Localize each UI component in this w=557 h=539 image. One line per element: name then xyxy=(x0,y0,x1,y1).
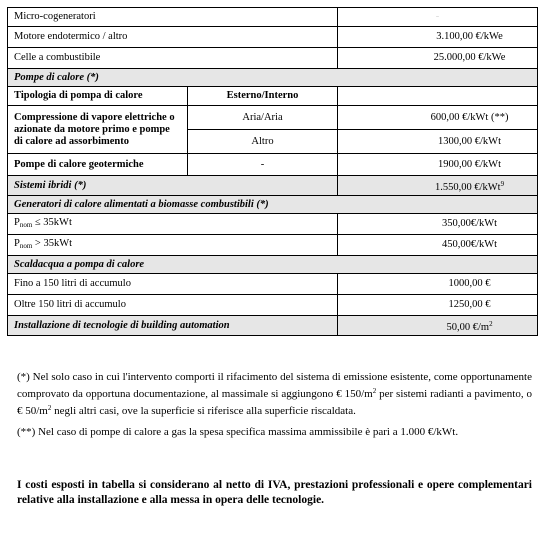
pnom-gt-label xyxy=(8,235,338,256)
scaldacqua-section-header: Scaldacqua a pompa di calore xyxy=(8,256,538,274)
footnote-1-part-a: (*) Nel solo caso in cui l'intervento comporti il rifacimento del sistema di emissione esistente, come opportunamente comprovato da opportuna documentazione, al massimale si aggiungono € 150/m xyxy=(17,371,532,400)
pnom-le-value: 350,00€/kWt xyxy=(338,214,538,235)
footnote-1-part-b: per sistemi radianti a pavimento, o € 50/m xyxy=(17,388,532,417)
geotermiche-label: Pompe di calore geotermiche xyxy=(8,154,188,176)
pnom-subscript: nom xyxy=(19,242,33,250)
tipologia-label: Tipologia di pompa di calore xyxy=(8,87,188,106)
altro-value: 1300,00 €/kWt xyxy=(338,130,538,154)
oltre150-value: 1250,00 € xyxy=(338,295,538,316)
footnote-1 xyxy=(17,370,532,418)
motore-value: 3.100,00 €/kWe xyxy=(338,27,538,48)
building-automation-value-cell xyxy=(338,316,538,336)
pnom-gt-text: > 35kWt xyxy=(34,238,73,249)
aria-aria-label: Aria/Aria xyxy=(188,106,338,130)
pnom-symbol: P xyxy=(14,217,20,228)
geotermiche-value: 1900,00 €/kWt xyxy=(338,154,538,176)
building-automation-label: Installazione di tecnologie di building automation xyxy=(8,316,338,336)
aria-aria-value: 600,00 €/kWt (**) xyxy=(338,106,538,130)
oltre150-label: Oltre 150 litri di accumulo xyxy=(8,295,338,316)
cost-table xyxy=(7,7,538,336)
footnotes xyxy=(17,370,532,446)
ibridi-label: Sistemi ibridi (*) xyxy=(8,176,338,196)
celle-value: 25.000,00 €/kWe xyxy=(338,48,538,69)
footnote-2: (**) Nel caso di pompe di calore a gas la spesa specifica massima ammissibile è pari a 1.000 €/kWt. xyxy=(17,426,459,438)
esterno-interno-header: Esterno/Interno xyxy=(188,87,338,106)
ibridi-value-cell xyxy=(338,176,538,196)
pnom-symbol: P xyxy=(14,238,20,249)
tipologia-empty-cell xyxy=(338,87,538,106)
pompe-section-header: Pompe di calore (*) xyxy=(8,69,538,87)
header-right-mark: - xyxy=(338,8,538,27)
geotermiche-dash: - xyxy=(188,154,338,176)
pnom-gt-value: 450,00€/kWt xyxy=(338,235,538,256)
pnom-le-text: ≤ 35kWt xyxy=(34,217,72,228)
footnote-1-sup-1: 2 xyxy=(372,387,377,395)
footnote-1-part-c: negli altri casi, ove la superficie si riferisce alla superficie riscaldata. xyxy=(51,405,356,417)
micro-cogeneratori-header: Micro-cogeneratori xyxy=(8,8,338,27)
final-note: I costi esposti in tabella si considerano al netto di IVA, prestazioni professionali e opere complementari relative alla installazione e alla messa in opera delle tecnologie. xyxy=(17,479,532,506)
footnote-1-sup-2: 2 xyxy=(47,404,52,412)
building-automation-sup: 2 xyxy=(489,319,493,328)
pnom-le-label xyxy=(8,214,338,235)
ibridi-value: 1.550,00 €/kWt xyxy=(434,181,501,193)
altro-label: Altro xyxy=(188,130,338,154)
pnom-subscript: nom xyxy=(19,221,33,229)
fino150-label: Fino a 150 litri di accumulo xyxy=(8,274,338,295)
fino150-value: 1000,00 € xyxy=(338,274,538,295)
compressione-label: Compressione di vapore elettriche o azionate da motore primo e pompe di calore ad assorbimento xyxy=(8,106,188,154)
building-automation-value: 50,00 €/m xyxy=(446,321,490,333)
celle-label: Celle a combustibile xyxy=(8,48,338,69)
motore-label: Motore endotermico / altro xyxy=(8,27,338,48)
generatori-section-header: Generatori di calore alimentati a biomasse combustibili (*) xyxy=(8,196,538,214)
ibridi-footnote-mark: 9 xyxy=(500,179,505,188)
